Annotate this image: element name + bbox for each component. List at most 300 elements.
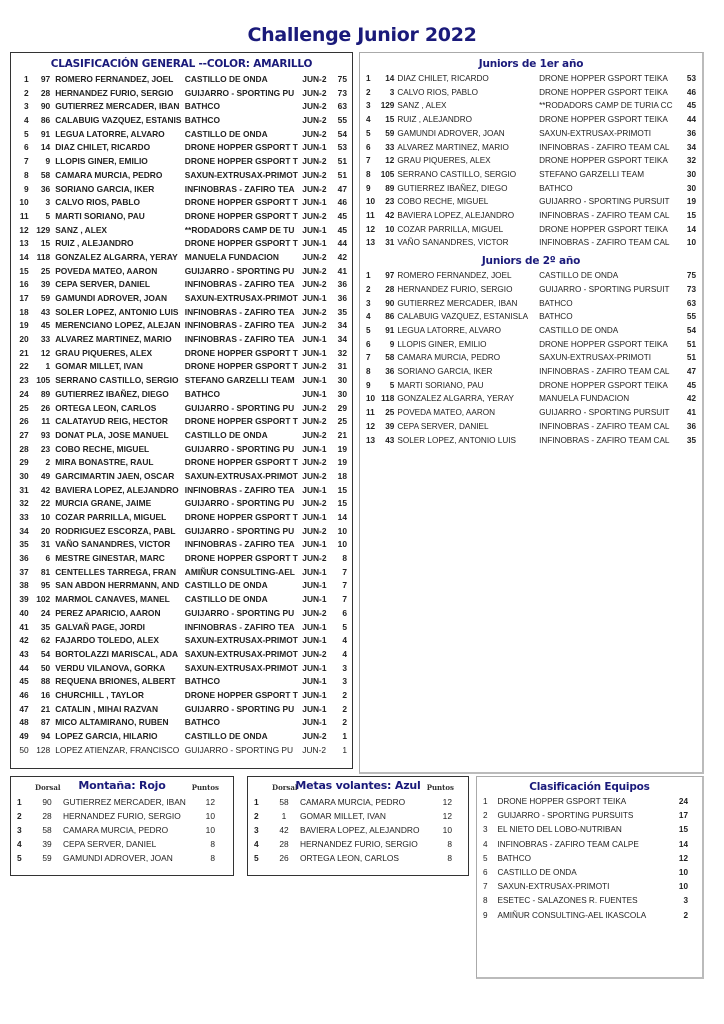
points-cell: 10	[205, 811, 215, 821]
dorsal-cell: 2	[45, 457, 51, 468]
position-cell: 33	[19, 512, 29, 522]
table-row	[17, 251, 347, 265]
dorsal-cell: 3	[45, 197, 51, 208]
rider-name-cell: HERNANDEZ FURIO, SERGIO	[397, 284, 513, 294]
points-cell: 35	[686, 435, 696, 445]
category-cell: JUN-2	[302, 731, 327, 741]
table-row	[17, 484, 347, 498]
points-cell: 36	[686, 128, 696, 138]
position-cell: 1	[24, 74, 29, 84]
position-cell: 36	[19, 553, 29, 564]
team-cell: **RODADORS CAMP DE TURIA CC	[539, 101, 673, 111]
team-cell: SAXUN-EXTRUSAX-PRIMOT	[184, 662, 298, 673]
dorsal-cell: 86	[385, 312, 395, 322]
table-row	[366, 365, 696, 379]
position-cell: 5	[366, 325, 371, 335]
position-cell: 1	[254, 797, 259, 807]
category-cell: JUN-2	[302, 87, 327, 98]
team-cell: INFINOBRAS - ZAFIRO TEA	[184, 183, 295, 194]
table-row	[483, 823, 688, 837]
dorsal-cell: 26	[279, 853, 289, 863]
points-cell: 31	[337, 361, 347, 372]
rider-name-cell: SOLER LOPEZ, ANTONIO LUIS	[55, 306, 179, 317]
rider-name-cell: BAVIERA LOPEZ, ALEJANDRO	[397, 211, 515, 221]
dorsal-cell: 24	[40, 607, 51, 618]
table-row	[17, 415, 347, 429]
points-cell: 51	[686, 339, 696, 349]
category-cell: JUN-1	[302, 676, 327, 687]
position-cell: 5	[17, 853, 22, 863]
team-cell: CASTILLO DE ONDA	[539, 271, 619, 281]
category-cell: JUN-2	[302, 156, 327, 167]
rider-name-cell: RUIZ , ALEJANDRO	[55, 238, 134, 249]
rider-name-cell: GAMUNDI ADROVER, JOAN	[63, 853, 173, 863]
position-cell: 41	[19, 621, 29, 632]
team-cell: ESETEC - SALAZONES R. FUENTES	[497, 896, 638, 906]
table-row	[366, 195, 696, 209]
category-cell: JUN-2	[302, 498, 327, 509]
points-cell: 54	[337, 128, 347, 139]
rider-name-cell: LEGUA LATORRE, ALVARO	[397, 325, 501, 335]
position-cell: 2	[17, 811, 22, 821]
team-cell: SAXUN-EXTRUSAX-PRIMOT	[184, 293, 298, 303]
team-cell: DRONE HOPPER GSPORT TEIKA	[539, 156, 668, 166]
team-cell: BATHCO	[184, 115, 220, 126]
points-cell: 15	[686, 211, 696, 221]
category-cell: JUN-1	[302, 443, 327, 454]
points-cell: 36	[686, 421, 696, 431]
team-cell: DRONE HOPPER GSPORT T	[184, 142, 298, 153]
rider-name-cell: RODRIGUEZ ESCORZA, PABL	[55, 525, 176, 536]
team-cell: MANUELA FUNDACION	[184, 251, 279, 262]
points-cell: 63	[337, 101, 347, 112]
table-row	[17, 566, 347, 580]
rider-name-cell: COBO RECHE, MIGUEL	[397, 197, 489, 207]
dorsal-cell: 1	[45, 361, 51, 372]
mountain-heading: Montaña: Rojo	[78, 779, 166, 792]
dorsal-cell: 129	[36, 224, 51, 235]
dorsal-cell: 22	[40, 498, 51, 509]
rider-name-cell: GUTIERREZ MERCADER, IBAN	[55, 101, 180, 112]
rider-name-cell: SAN ABDON HERRMANN, AND	[55, 580, 180, 591]
table-row	[17, 443, 347, 457]
points-cell: 47	[337, 183, 347, 194]
position-cell: 3	[254, 825, 259, 835]
position-cell: 7	[483, 882, 488, 892]
table-row	[17, 347, 347, 361]
points-cell: 34	[337, 334, 347, 345]
category-cell: JUN-2	[302, 470, 327, 481]
team-cell: CASTILLO DE ONDA	[184, 74, 268, 84]
position-cell: 35	[19, 539, 29, 550]
position-cell: 4	[366, 115, 371, 125]
category-cell: JUN-1	[302, 484, 327, 495]
points-cell: 2	[342, 689, 347, 700]
position-cell: 18	[19, 306, 29, 317]
dorsal-cell: 15	[385, 115, 395, 125]
rider-name-cell: CALABUIG VAZQUEZ, ESTANIS	[55, 115, 182, 126]
points-cell: 30	[337, 375, 347, 386]
points-cell: 36	[337, 293, 347, 303]
position-cell: 28	[19, 443, 29, 454]
position-cell: 6	[366, 339, 371, 349]
dorsal-cell: 12	[40, 347, 51, 358]
general-classification-heading: CLASIFICACIÓN GENERAL --COLOR: AMARILLO	[50, 58, 313, 70]
points-cell: 73	[686, 284, 696, 294]
table-row	[254, 823, 452, 837]
team-cell: GUIJARRO - SPORTING PU	[184, 402, 295, 413]
position-cell: 10	[19, 197, 29, 208]
position-cell: 2	[24, 87, 29, 98]
points-cell: 14	[337, 512, 347, 522]
team-cell: STEFANO GARZELLI TEAM	[184, 375, 295, 386]
table-row	[483, 880, 688, 894]
position-cell: 9	[366, 183, 371, 193]
points-cell: 41	[686, 408, 696, 418]
table-row	[17, 183, 347, 197]
points-cell: 30	[686, 183, 696, 193]
points-cell: 51	[686, 353, 696, 363]
team-cell: SAXUN-EXTRUSAX-PRIMOT	[184, 470, 298, 481]
position-cell: 7	[366, 353, 371, 363]
dorsal-cell: 89	[385, 183, 395, 193]
points-cell: 45	[337, 224, 347, 235]
dorsal-cell: 31	[40, 539, 51, 550]
category-cell: JUN-1	[302, 539, 327, 550]
team-cell: AMIÑUR CONSULTING-AEL IKASCOLA	[497, 910, 647, 920]
team-cell: CASTILLO DE ONDA	[497, 868, 577, 878]
dorsal-cell: 91	[385, 325, 395, 335]
category-cell: JUN-1	[302, 662, 327, 673]
table-row	[17, 795, 215, 809]
team-cell: DRONE HOPPER GSPORT TEIKA	[539, 380, 668, 390]
table-row	[17, 552, 347, 566]
category-cell: JUN-2	[302, 101, 327, 112]
rider-name-cell: ROMERO FERNANDEZ, JOEL	[55, 74, 174, 84]
position-cell: 13	[366, 238, 376, 248]
category-cell: JUN-2	[302, 429, 327, 440]
team-cell: INFINOBRAS - ZAFIRO TEA	[184, 539, 295, 550]
rider-name-cell: MARTI SORIANO, PAU	[55, 210, 145, 221]
dorsal-cell: 59	[42, 853, 52, 863]
team-cell: GUIJARRO - SPORTING PU	[184, 744, 294, 755]
table-row	[17, 579, 347, 593]
rider-name-cell: ALVAREZ MARTINEZ, MARIO	[397, 142, 509, 152]
team-cell: INFINOBRAS - ZAFIRO TEA	[184, 484, 295, 495]
mountain-table	[17, 795, 215, 865]
rider-name-cell: MERENCIANO LOPEZ, ALEJAN	[55, 320, 181, 331]
team-cell: GUIJARRO - SPORTING PU	[184, 87, 295, 98]
category-cell: JUN-1	[302, 594, 327, 605]
rider-name-cell: REQUENA BRIONES, ALBERT	[55, 676, 176, 687]
points-cell: 18	[337, 470, 347, 481]
table-row	[366, 223, 696, 237]
team-cell: BATHCO	[184, 388, 220, 399]
dorsal-cell: 6	[45, 553, 51, 564]
team-cell: DRONE HOPPER GSPORT TEIKA	[539, 224, 668, 234]
team-cell: GUIJARRO - SPORTING PU	[184, 265, 295, 276]
position-cell: 9	[24, 183, 29, 194]
position-cell: 9	[366, 380, 371, 390]
dorsal-cell: 91	[40, 128, 51, 139]
points-cell: 75	[337, 74, 347, 84]
team-cell: GUIJARRO - SPORTING PU	[184, 443, 295, 454]
general-classification-table	[17, 73, 347, 757]
category-cell: JUN-1	[302, 334, 327, 345]
category-cell: JUN-2	[302, 361, 327, 372]
rider-name-cell: CAMARA MURCIA, PEDRO	[63, 825, 169, 835]
dorsal-cell: 10	[385, 224, 395, 234]
category-cell: JUN-2	[302, 115, 327, 126]
points-cell: 32	[686, 156, 696, 166]
dorsal-cell: 58	[279, 797, 289, 807]
team-cell: INFINOBRAS - ZAFIRO TEA	[184, 306, 295, 317]
dorsal-cell: 12	[385, 156, 395, 166]
category-cell: JUN-1	[302, 238, 327, 249]
table-row	[366, 324, 696, 338]
position-cell: 12	[366, 421, 376, 431]
rider-name-cell: SOLER LOPEZ, ANTONIO LUIS	[397, 435, 516, 445]
position-cell: 2	[366, 284, 371, 294]
dorsal-cell: 58	[385, 353, 395, 363]
points-cell: 19	[337, 457, 347, 468]
dorsal-cell: 16	[40, 689, 51, 700]
category-cell: JUN-2	[302, 279, 327, 290]
points-cell: 73	[337, 87, 347, 98]
table-row	[254, 795, 452, 809]
points-cell: 53	[686, 74, 696, 83]
rider-name-cell: SORIANO GARCIA, IKER	[55, 183, 155, 194]
table-row	[17, 333, 347, 347]
team-cell: BATHCO	[184, 717, 220, 728]
points-cell: 25	[337, 416, 347, 427]
position-cell: 17	[19, 293, 29, 303]
position-cell: 44	[19, 662, 29, 673]
dorsal-cell: 31	[385, 238, 395, 248]
points-cell: 1	[342, 744, 347, 755]
points-cell: 7	[342, 566, 347, 577]
dorsal-cell: 42	[40, 484, 51, 495]
position-cell: 40	[19, 607, 29, 618]
points-cell: 21	[337, 429, 347, 440]
dorsal-cell: 118	[36, 251, 51, 262]
team-cell: GUIJARRO - SPORTING PURSUIT	[539, 284, 670, 294]
points-cell: 15	[337, 498, 347, 509]
team-cell: CASTILLO DE ONDA	[184, 731, 268, 741]
position-cell: 10	[366, 197, 376, 207]
position-cell: 4	[254, 839, 259, 849]
sprint-classification-panel	[247, 776, 469, 876]
table-row	[17, 470, 347, 484]
table-row	[17, 429, 347, 443]
rider-name-cell: VERDU VILANOVA, GORKA	[55, 662, 166, 673]
dorsal-label: Dorsal	[35, 783, 61, 792]
rider-name-cell: GUTIERREZ MERCADER, IBAN	[397, 298, 518, 308]
rider-name-cell: MICO ALTAMIRANO, RUBEN	[55, 717, 169, 728]
table-row	[17, 744, 347, 758]
rider-name-cell: BORTOLAZZI MARISCAL, ADA	[55, 648, 179, 659]
team-cell: CASTILLO DE ONDA	[184, 128, 268, 139]
points-cell: 10	[686, 238, 696, 248]
position-cell: 1	[366, 74, 371, 83]
team-cell: BATHCO	[184, 676, 220, 687]
dorsal-cell: 35	[40, 621, 51, 632]
table-row	[366, 338, 696, 352]
team-cell: DRONE HOPPER GSPORT TEIKA	[539, 87, 668, 97]
position-cell: 29	[19, 457, 29, 468]
points-cell: 19	[337, 443, 347, 454]
rider-name-cell: GAMUNDI ADROVER, JOAN	[55, 293, 168, 303]
dorsal-cell: 97	[385, 271, 395, 281]
position-cell: 1	[17, 797, 22, 807]
rider-name-cell: COZAR PARRILLA, MIGUEL	[397, 224, 504, 234]
position-cell: 43	[19, 648, 29, 659]
position-cell: 45	[19, 676, 29, 687]
position-cell: 15	[19, 265, 29, 276]
points-cell: 10	[337, 525, 347, 536]
points-cell: 12	[205, 797, 215, 807]
dorsal-cell: 36	[385, 367, 395, 377]
points-cell: 3	[342, 676, 347, 687]
rider-name-cell: MARTI SORIANO, PAU	[397, 380, 484, 390]
position-cell: 8	[483, 896, 488, 906]
category-cell: JUN-2	[302, 648, 327, 659]
rider-name-cell: DIAZ CHILET, RICARDO	[397, 74, 489, 83]
points-cell: 41	[337, 265, 347, 276]
rider-name-cell: MESTRE GINESTAR, MARC	[55, 553, 165, 564]
category-cell: JUN-1	[302, 388, 327, 399]
table-row	[366, 154, 696, 168]
team-cell: SAXUN-EXTRUSAX-PRIMOTI	[497, 882, 610, 892]
category-cell: JUN-1	[302, 293, 327, 303]
dorsal-cell: 90	[40, 101, 51, 112]
points-cell: 53	[337, 142, 347, 153]
points-cell: 3	[683, 896, 688, 906]
points-cell: 12	[442, 811, 452, 821]
points-cell: 46	[686, 87, 696, 97]
table-row	[366, 269, 696, 283]
rider-name-cell: BAVIERA LOPEZ, ALEJANDRO	[55, 484, 179, 495]
team-cell: GUIJARRO - SPORTING PURSUIT	[539, 197, 670, 207]
rider-name-cell: POVEDA MATEO, AARON	[397, 408, 496, 418]
points-cell: 4	[342, 648, 347, 659]
table-row	[483, 809, 688, 823]
dorsal-cell: 54	[40, 648, 51, 659]
points-cell: 12	[442, 797, 452, 807]
team-classification-table	[483, 795, 688, 923]
rider-name-cell: CEPA SERVER, DANIEL	[63, 839, 157, 849]
team-cell: DRONE HOPPER GSPORT TEIKA	[497, 797, 627, 806]
position-cell: 42	[19, 635, 29, 646]
team-cell: CASTILLO DE ONDA	[184, 594, 268, 605]
team-cell: SAXUN-EXTRUSAX-PRIMOT	[184, 648, 298, 659]
dorsal-cell: 28	[42, 811, 52, 821]
position-cell: 5	[366, 128, 371, 138]
position-cell: 22	[19, 361, 29, 372]
position-cell: 16	[19, 279, 29, 290]
category-cell: JUN-2	[302, 210, 327, 221]
table-row	[366, 434, 696, 448]
rider-name-cell: CALABUIG VAZQUEZ, ESTANISLA	[397, 312, 529, 322]
table-row	[17, 525, 347, 539]
category-cell: JUN-2	[302, 553, 327, 564]
dorsal-cell: 26	[40, 402, 51, 413]
position-cell: 37	[19, 566, 29, 577]
team-cell: GUIJARRO - SPORTING PU	[184, 498, 295, 509]
rider-name-cell: SANZ , ALEX	[397, 101, 447, 111]
table-row	[17, 662, 347, 676]
dorsal-cell: 102	[36, 594, 51, 605]
category-cell: JUN-1	[302, 224, 327, 235]
position-cell: 31	[19, 484, 29, 495]
team-cell: DRONE HOPPER GSPORT T	[184, 197, 298, 208]
table-row	[366, 310, 696, 324]
rider-name-cell: LOPEZ GARCIA, HILARIO	[55, 731, 158, 741]
table-row	[17, 100, 347, 114]
table-row	[17, 716, 347, 730]
rider-name-cell: HERNANDEZ FURIO, SERGIO	[55, 87, 174, 98]
position-cell: 7	[366, 156, 371, 166]
rider-name-cell: CALVO RIOS, PABLO	[397, 87, 479, 97]
team-cell: SAXUN-EXTRUSAX-PRIMOT	[184, 635, 298, 646]
position-cell: 4	[17, 839, 22, 849]
position-cell: 10	[366, 394, 376, 404]
points-cell: 8	[210, 853, 215, 863]
dorsal-cell: 43	[385, 435, 395, 445]
category-cell: JUN-1	[302, 580, 327, 591]
rider-name-cell: CAMARA MURCIA, PEDRO	[300, 797, 406, 807]
team-cell: EL NIETO DEL LOBO-NUTRIBAN	[497, 825, 622, 835]
dorsal-cell: 118	[381, 394, 395, 404]
rider-name-cell: POVEDA MATEO, AARON	[55, 265, 158, 276]
dorsal-cell: 33	[385, 142, 395, 152]
table-row	[17, 155, 347, 169]
dorsal-cell: 39	[385, 421, 395, 431]
category-cell: JUN-2	[302, 128, 327, 139]
dorsal-cell: 5	[45, 210, 51, 221]
dorsal-cell: 128	[36, 744, 51, 755]
team-cell: DRONE HOPPER GSPORT T	[184, 238, 298, 249]
points-cell: 4	[342, 635, 347, 646]
dorsal-cell: 33	[40, 334, 51, 345]
dorsal-cell: 87	[40, 717, 51, 728]
team-cell: INFINOBRAS - ZAFIRO TEA	[184, 334, 295, 345]
team-cell: BATHCO	[539, 312, 573, 322]
position-cell: 50	[19, 744, 29, 755]
points-cell: 55	[337, 115, 347, 126]
points-cell: 2	[683, 910, 688, 920]
position-cell: 8	[24, 169, 29, 180]
rider-name-cell: GARCIMARTIN JAEN, OSCAR	[55, 470, 175, 481]
team-classification-heading: Clasificación Equipos	[529, 781, 650, 793]
rider-name-cell: VAÑO SANANDRES, VICTOR	[397, 238, 509, 248]
dorsal-cell: 58	[40, 169, 51, 180]
points-cell: 42	[337, 251, 347, 262]
rider-name-cell: GOMAR MILLET, IVAN	[55, 361, 143, 372]
team-cell: INFINOBRAS - ZAFIRO TEAM CAL	[539, 142, 670, 152]
dorsal-cell: 42	[279, 825, 289, 835]
table-row	[366, 168, 696, 182]
position-cell: 8	[366, 169, 371, 179]
points-cell: 14	[686, 224, 696, 234]
table-row	[483, 795, 688, 809]
rider-name-cell: LOPEZ ATIENZAR, FRANCISCO	[55, 744, 180, 755]
dorsal-cell: 93	[40, 429, 51, 440]
category-cell: JUN-2	[302, 416, 327, 427]
team-cell: SAXUN-EXTRUSAX-PRIMOT	[184, 169, 298, 180]
rider-name-cell: CAMARA MURCIA, PEDRO	[397, 353, 501, 363]
points-cell: 75	[686, 271, 696, 281]
